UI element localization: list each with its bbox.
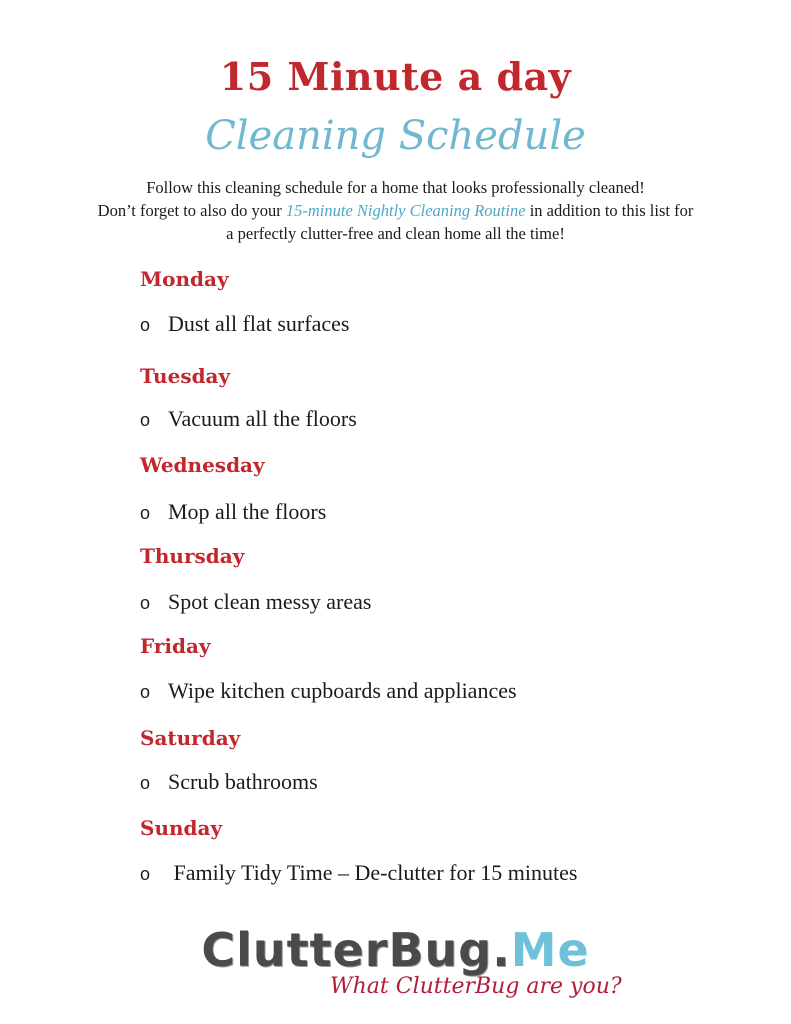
intro-line-3: a perfectly clutter-free and clean home all the time! — [226, 224, 565, 243]
task-text: Family Tidy Time – De-clutter for 15 minutes — [168, 860, 578, 885]
intro-line-2-end: in addition to this list for — [525, 201, 694, 220]
bullet-icon: o — [140, 682, 151, 702]
bullet-icon: o — [140, 864, 151, 884]
day-heading-thursday: Thursday — [140, 544, 245, 568]
bullet-icon: o — [140, 410, 151, 430]
task-text: Scrub bathrooms — [168, 769, 318, 794]
intro-line-2 — [40, 199, 751, 222]
task-item-friday — [140, 676, 517, 707]
intro-line-1: Follow this cleaning schedule for a home that looks professionally cleaned! — [146, 178, 645, 197]
day-heading-saturday: Saturday — [140, 726, 241, 750]
task-text: Wipe kitchen cupboards and appliances — [168, 678, 517, 703]
task-item-tuesday — [140, 404, 357, 435]
task-item-wednesday — [140, 497, 326, 528]
intro-line-2-start: Don’t forget to also do your — [97, 201, 286, 220]
page-title: 15 Minute a day — [219, 54, 572, 99]
day-heading-monday: Monday — [140, 267, 229, 291]
day-heading-tuesday: Tuesday — [140, 364, 231, 388]
day-heading-sunday: Sunday — [140, 816, 223, 840]
bullet-icon: o — [140, 593, 151, 613]
task-item-saturday — [140, 767, 318, 798]
task-text: Dust all flat surfaces — [168, 311, 350, 336]
intro-paragraph — [40, 176, 751, 245]
bullet-icon: o — [140, 503, 151, 523]
bullet-icon: o — [140, 773, 151, 793]
task-text: Spot clean messy areas — [168, 589, 372, 614]
task-text: Mop all the floors — [168, 499, 327, 524]
task-text: Vacuum all the floors — [168, 406, 357, 431]
task-item-sunday — [140, 858, 577, 889]
task-item-monday — [140, 309, 349, 340]
logo-tagline: What ClutterBug are you? — [330, 974, 622, 999]
day-heading-wednesday: Wednesday — [140, 453, 265, 477]
bullet-icon: o — [140, 315, 151, 335]
page-subtitle: Cleaning Schedule — [205, 113, 586, 159]
day-heading-friday: Friday — [140, 634, 211, 658]
task-item-thursday — [140, 587, 371, 618]
logo-main-text: ClutterBug. — [201, 923, 511, 977]
logo-accent-text: Me — [510, 923, 590, 977]
nightly-routine-link[interactable]: 15-minute Nightly Cleaning Routine — [285, 201, 526, 220]
